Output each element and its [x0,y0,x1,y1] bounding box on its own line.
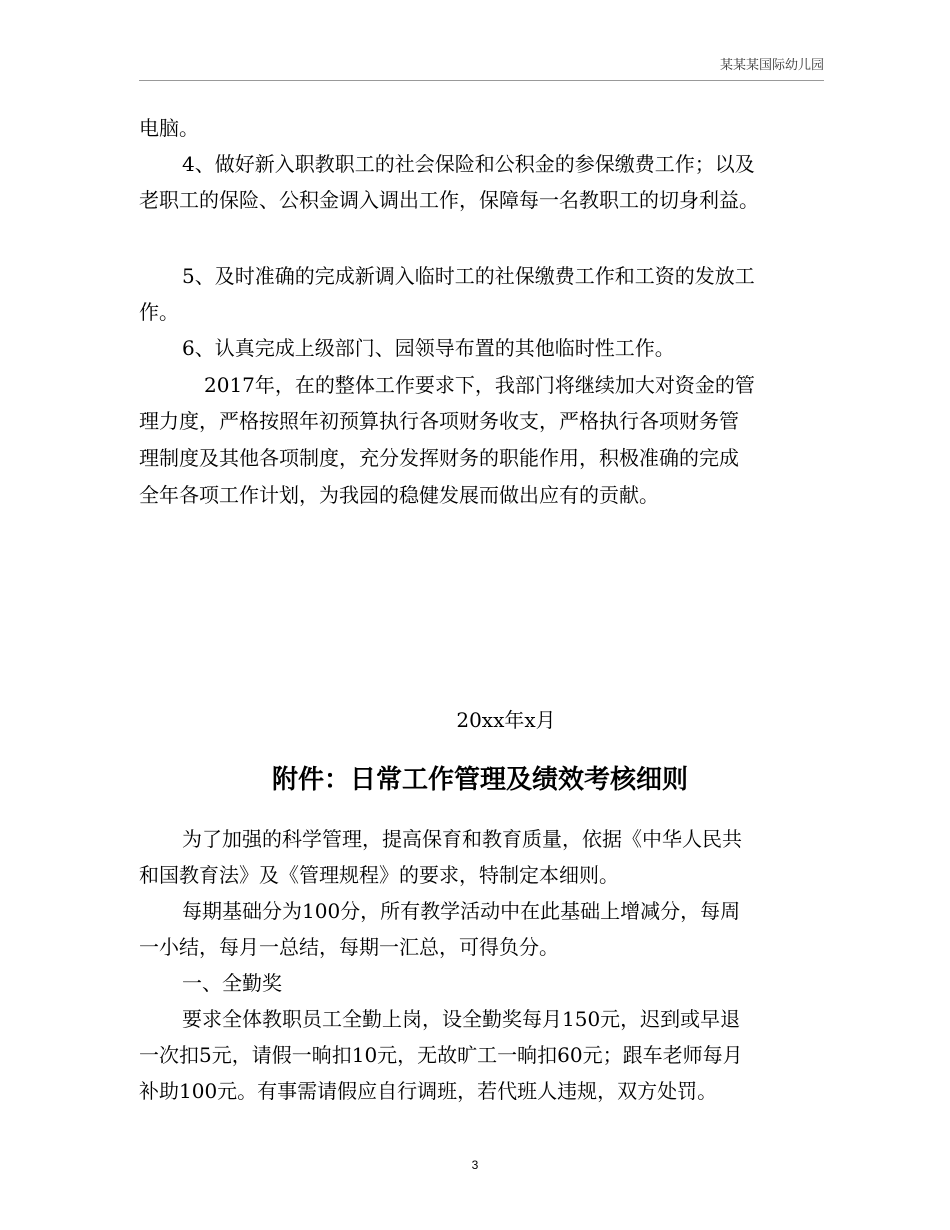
attachment-line: 一小结，每月一总结，每期一汇总，可得负分。 [139,935,559,959]
body-line: 理力度，严格按照年初预算执行各项财务收支，严格执行各项财务管 [139,409,739,433]
document-date: 20xx年x月 [456,708,556,732]
attachment-section-heading: 一、全勤奖 [182,971,282,995]
body-line: 作。 [139,300,179,324]
page-number: 3 [471,1158,479,1172]
page-header-organization: 某某某国际幼儿园 [719,58,824,73]
body-line: 6、认真完成上级部门、园领导布置的其他临时性工作。 [182,336,675,360]
attachment-line: 一次扣5元，请假一晌扣10元，无故旷工一晌扣60元；跟车老师每月 [139,1043,743,1067]
attachment-line: 每期基础分为100分，所有教学活动中在此基础上增减分，每周 [182,899,741,923]
body-line: 老职工的保险、公积金调入调出工作，保障每一名教职工的切身利益。 [139,188,759,212]
header-divider [139,80,824,81]
body-line: 5、及时准确的完成新调入临时工的社保缴费工作和工资的发放工 [182,264,755,288]
body-line: 全年各项工作计划，为我园的稳健发展而做出应有的贡献。 [139,483,659,507]
attachment-line: 为了加强的科学管理，提高保育和教育质量，依据《中华人民共 [182,827,742,851]
body-line: 2017年，在的整体工作要求下，我部门将继续加大对资金的管 [204,373,755,397]
body-line: 理制度及其他各项制度，充分发挥财务的职能作用，积极准确的完成 [139,446,739,470]
body-line: 4、做好新入职教职工的社会保险和公积金的参保缴费工作；以及 [182,152,755,176]
attachment-line: 补助100元。有事需请假应自行调班，若代班人违规，双方处罚。 [139,1079,718,1103]
attachment-line: 和国教育法》及《管理规程》的要求，特制定本细则。 [139,863,619,887]
attachment-title: 附件：日常工作管理及绩效考核细则 [271,765,688,795]
attachment-line: 要求全体教职员工全勤上岗，设全勤奖每月150元，迟到或早退 [182,1007,741,1031]
body-line: 电脑。 [139,116,199,140]
